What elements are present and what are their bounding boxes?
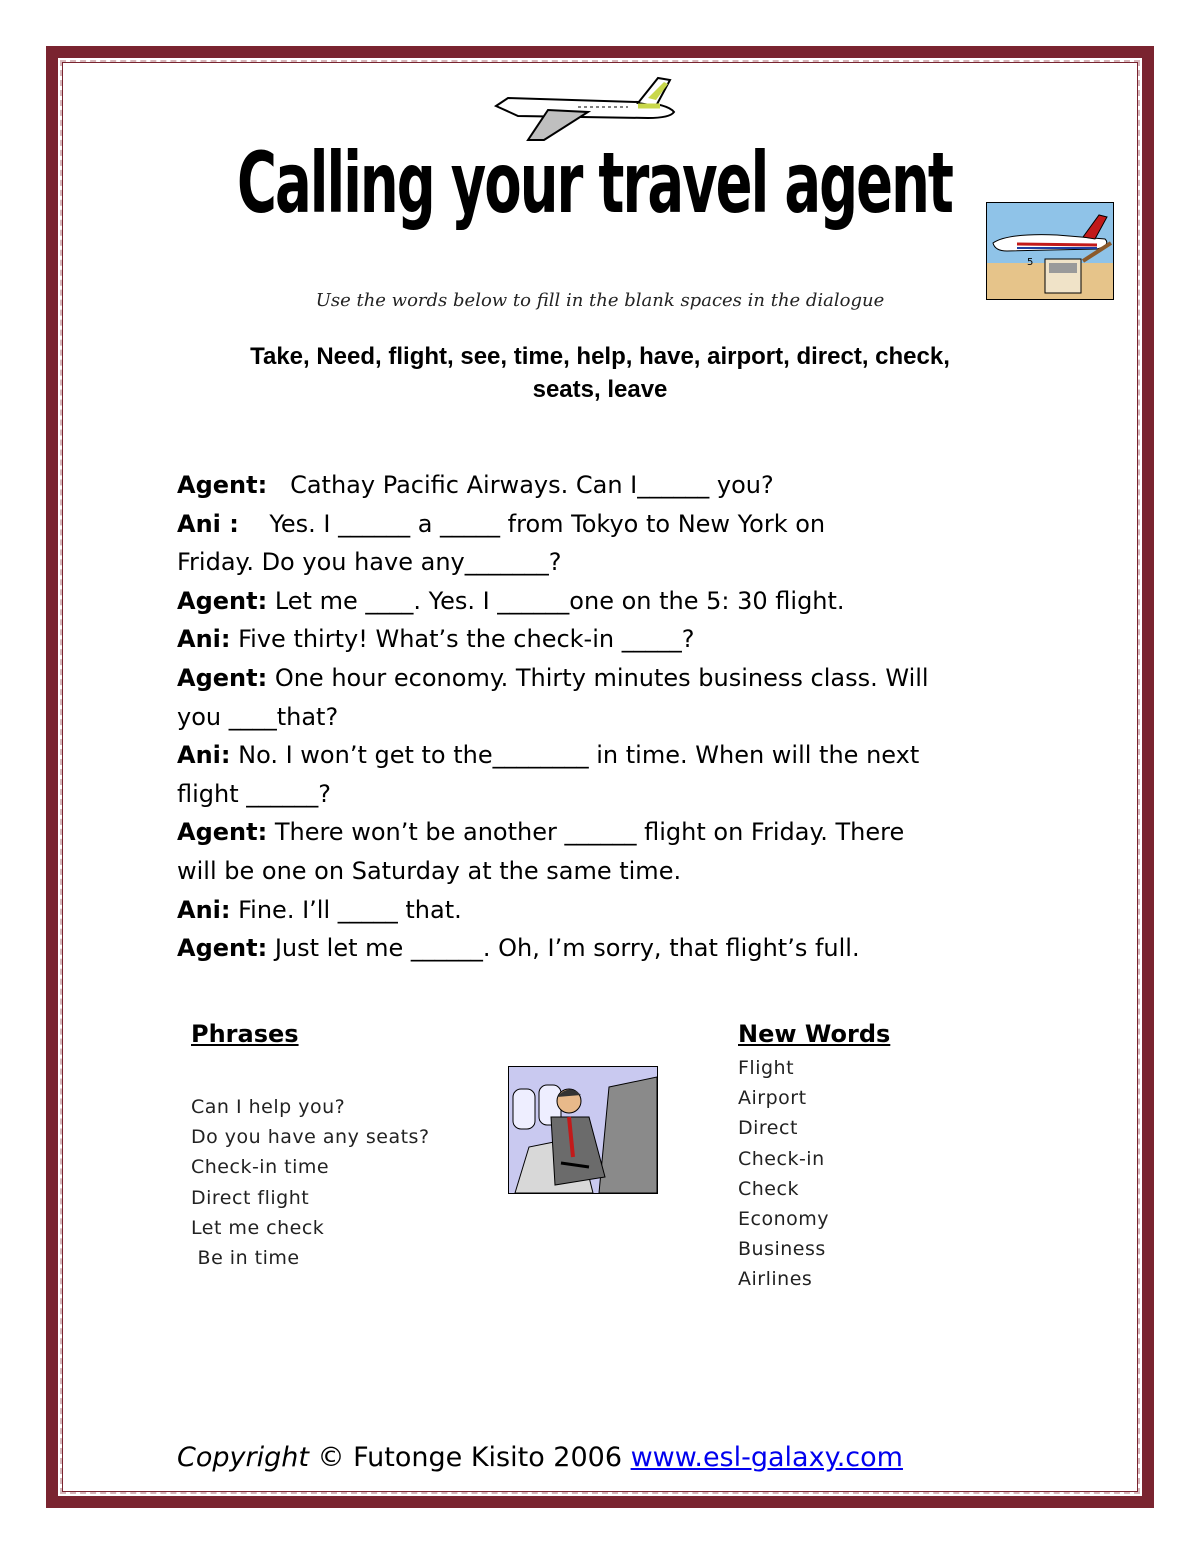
instructions: Use the words below to fill in the blank spaces in the dialogue xyxy=(315,290,885,311)
dialogue-line xyxy=(177,659,1037,698)
phrase-item: Do you have any seats? xyxy=(191,1126,430,1149)
dialogue-text: No. I won’t get to the________ in time. When will the next xyxy=(230,741,920,770)
phrase-item: Can I help you? xyxy=(191,1096,346,1118)
word-bank-line-2: seats, leave xyxy=(532,376,668,403)
dialogue-text: you ____that? xyxy=(177,702,339,731)
word-item: Airlines xyxy=(738,1268,813,1291)
dialogue-line xyxy=(177,620,1037,659)
speaker: Agent: xyxy=(177,586,268,615)
phrase-item: Let me check xyxy=(191,1216,325,1239)
dialogue-line xyxy=(177,466,1037,505)
dialogue-text: Let me ____. Yes. I ______one on the 5: 30 flight. xyxy=(267,586,845,615)
phrases-list xyxy=(191,1092,430,1273)
speaker: Agent: xyxy=(177,471,268,499)
phrase-item: Be in time xyxy=(191,1247,300,1270)
dialogue-line xyxy=(177,891,1037,930)
word-item: Economy xyxy=(738,1208,829,1231)
dialogue-text: Five thirty! What’s the check-in _____? xyxy=(230,625,695,654)
dialogue-line xyxy=(177,929,1037,968)
dialogue-text: Cathay Pacific Airways. Can I______ you? xyxy=(267,471,774,499)
dialogue-text: There won’t be another ______ flight on Friday. There xyxy=(267,818,905,847)
dialogue-line xyxy=(177,582,1037,621)
speaker: Ani: xyxy=(177,895,231,924)
author-year: Futonge Kisito 2006 xyxy=(344,1442,631,1473)
speaker: Agent: xyxy=(177,934,268,963)
dialogue-line xyxy=(177,852,1037,891)
speaker: Agent: xyxy=(177,663,268,692)
word-item: Business xyxy=(738,1238,826,1261)
word-bank xyxy=(170,340,1030,406)
word-bank-line-1: Take, Need, flight, see, time, help, have, airport, direct, check, xyxy=(250,343,950,370)
word-item: Flight xyxy=(738,1057,795,1079)
dialogue-line xyxy=(177,775,1037,814)
title-wordart xyxy=(235,112,955,230)
new-words-list xyxy=(738,1053,829,1295)
word-item: Check xyxy=(738,1177,799,1200)
speaker: Agent: xyxy=(177,818,268,847)
dialogue-text: Just let me ______. Oh, I’m sorry, that flight’s full. xyxy=(267,934,860,963)
dialogue-text: Fine. I’ll _____ that. xyxy=(230,895,462,924)
phrases-heading: Phrases xyxy=(191,1020,299,1048)
svg-text:5: 5 xyxy=(1027,257,1034,268)
dialogue-line xyxy=(177,543,1037,582)
svg-text:Calling your travel agent: Calling your travel agent xyxy=(237,134,954,230)
dialogue-line xyxy=(177,505,1037,544)
speaker: Ani: xyxy=(177,741,231,770)
dialogue-text: One hour economy. Thirty minutes business class. Will xyxy=(267,663,929,692)
phrase-item: Check-in time xyxy=(191,1156,330,1179)
copyright-label: Copyright xyxy=(177,1442,309,1473)
dialogue-line xyxy=(177,813,1037,852)
word-item: Direct xyxy=(738,1117,798,1140)
dialogue-text: Friday. Do you have any_______? xyxy=(177,548,562,577)
word-item: Airport xyxy=(738,1087,807,1110)
passenger-picture xyxy=(508,1066,658,1194)
new-words-heading: New Words xyxy=(738,1020,891,1048)
dialogue-text: Yes. I ______ a _____ from Tokyo to New York on xyxy=(238,509,826,538)
dialogue-text: flight ______? xyxy=(177,779,332,808)
speaker: Ani: xyxy=(177,625,231,654)
speaker: Ani : xyxy=(177,509,239,538)
dialogue-line xyxy=(177,736,1037,775)
dialogue xyxy=(177,466,1037,968)
website-link[interactable]: www.esl-galaxy.com xyxy=(630,1442,903,1473)
airport-picture xyxy=(986,202,1114,300)
copyright-symbol: © xyxy=(317,1442,345,1473)
phrase-item: Direct flight xyxy=(191,1186,310,1209)
footer xyxy=(177,1442,1077,1473)
dialogue-text: will be one on Saturday at the same time. xyxy=(177,856,682,885)
dialogue-line xyxy=(177,698,1037,737)
word-item: Check-in xyxy=(738,1147,825,1170)
